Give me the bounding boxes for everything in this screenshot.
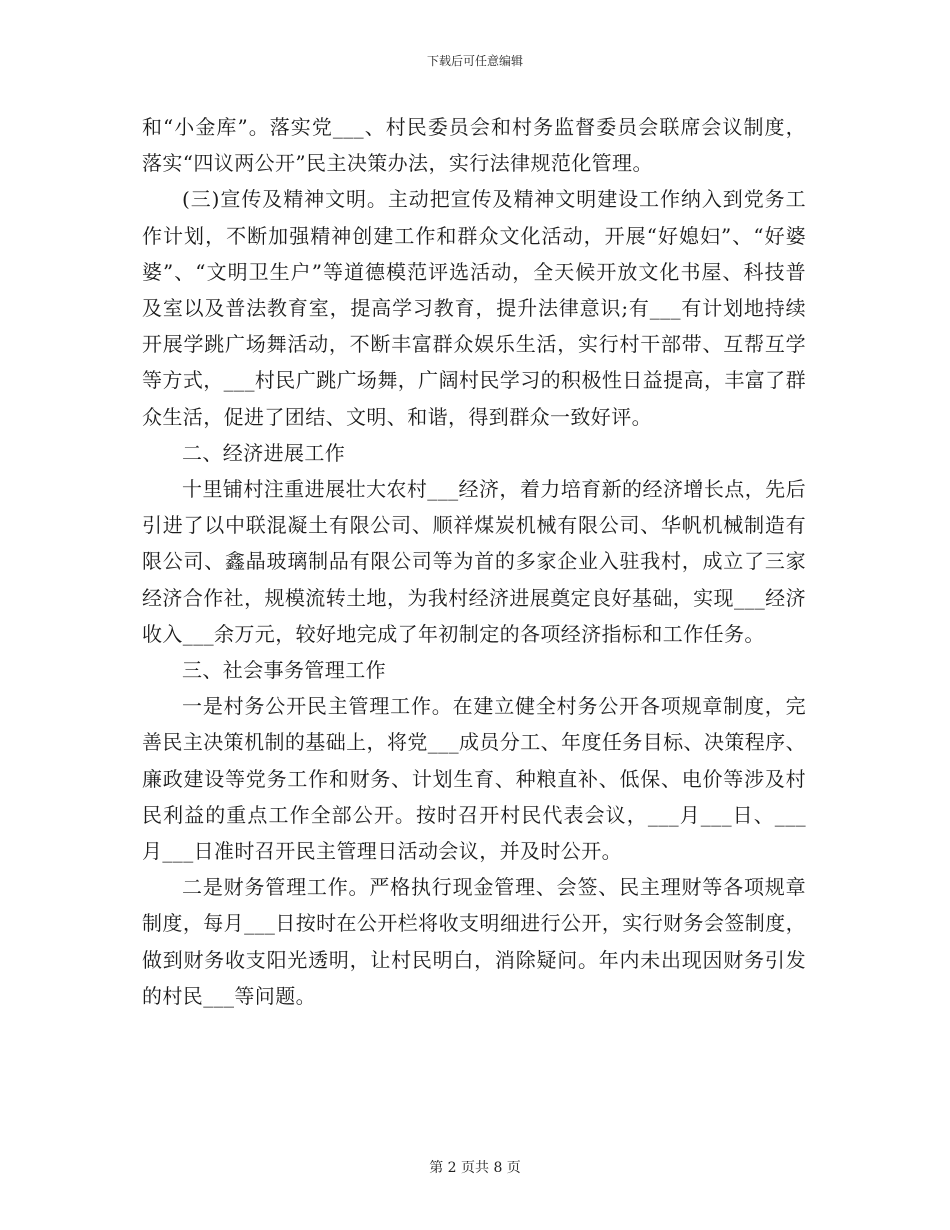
paragraph-finance: 二是财务管理工作。严格执行现金管理、会签、民主理财等各项规章制度，每月___日按时在公开栏将收支明细进行公开，实行财务会签制度，做到财务收支阳光透明，让村民明白，消除疑问。年内未出现因财务引发的村民___等问题。 (142, 875, 806, 1008)
section-heading-economic: 二、经济进展工作 (182, 440, 346, 465)
paragraph-village-affairs: 一是村务公开民主管理工作。在建立健全村务公开各项规章制度，完善民主决策机制的基础上，将党___成员分工、年度任务目标、决策程序、廉政建设等党务工作和财务、计划生育、种粮直补、低保、电价等涉及村民利益的重点工作全部公开。按时召开村民代表会议，___月___日、___月___日准时召开民主管理日活动会议，并及时公开。 (142, 694, 806, 864)
page-footer: 第 2 页共 8 页 (429, 1160, 521, 1176)
paragraph-publicity-civilization: (三)宣传及精神文明。主动把宣传及精神文明建设工作纳入到党务工作计划，不断加强精神创建工作和群众文化活动，开展“好媳妇”、“好婆婆”、“文明卫生户”等道德模范评选活动，全天候开放文化书屋、科技普及室以及普法教育室，提高学习教育，提升法律意识;有___有计划地持续开展学跳广场舞活动，不断丰富群众娱乐生活，实行村干部带、互帮互学等方式，___村民广跳广场舞，广阔村民学习的积极性日益提高，丰富了群众生活，促进了团结、文明、和谐，得到群众一致好评。 (142, 187, 806, 429)
paragraph-economic: 十里铺村注重进展壮大农村___经济，着力培育新的经济增长点，先后引进了以中联混凝土有限公司、顺祥煤炭机械有限公司、华帆机械制造有限公司、鑫晶玻璃制品有限公司等为首的多家企业入驻我村，成立了三家经济合作社，规模流转土地，为我村经济进展奠定良好基础，实现___经济收入___余万元，较好地完成了年初制定的各项经济指标和工作任务。 (142, 477, 806, 646)
page-header: 下载后可任意编辑 (426, 54, 523, 68)
section-heading-social-affairs: 三、社会事务管理工作 (182, 658, 386, 683)
document-body (142, 109, 806, 1014)
paragraph-continuation: 和“小金库”。落实党___、村民委员会和村务监督委员会联席会议制度，落实“四议两公开”民主决策办法，实行法律规范化管理。 (142, 115, 806, 176)
